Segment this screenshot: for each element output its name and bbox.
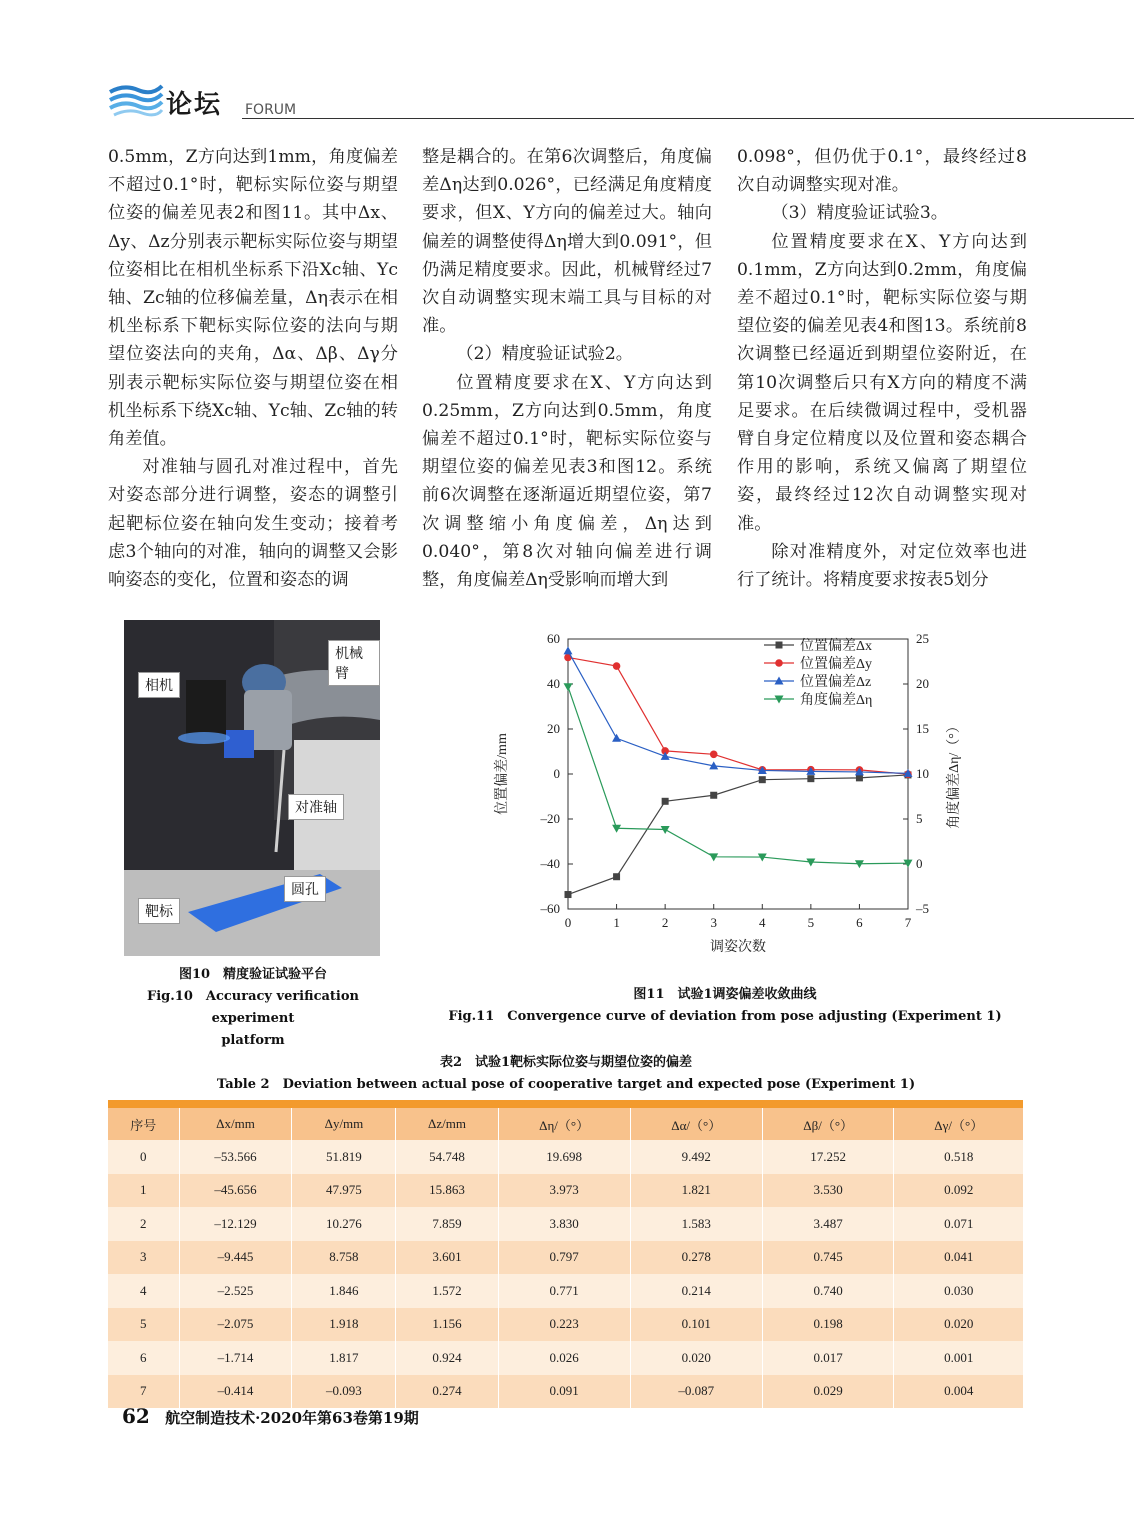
table-cell: 0.198 <box>762 1308 894 1342</box>
table-cell: 0.101 <box>630 1308 762 1342</box>
table-row <box>108 1308 1024 1342</box>
table-cell: 0.518 <box>894 1140 1024 1174</box>
table-cell: 51.819 <box>292 1140 396 1174</box>
table-cell: 0.740 <box>762 1274 894 1308</box>
table-cell: 1.918 <box>292 1308 396 1342</box>
figure-11-caption <box>440 984 1010 1028</box>
table-header-row <box>108 1108 1024 1140</box>
y-tick-label: 0 <box>553 766 560 781</box>
column-header: Δz/mm <box>396 1108 498 1140</box>
caption-en: Table 2 Deviation between actual pose of cooperative target and expected pose (Experiment 1) <box>216 1077 916 1092</box>
table-cell: 1.846 <box>292 1274 396 1308</box>
table-cell: 1.583 <box>630 1207 762 1241</box>
y2-tick-label: 10 <box>916 766 929 781</box>
caption-en: Fig.11 Convergence curve of deviation from pose adjusting (Experiment 1) <box>448 1009 1002 1024</box>
table-cell: 0.771 <box>498 1274 630 1308</box>
table-cell: 54.748 <box>396 1140 498 1174</box>
x-tick-label: 3 <box>710 915 717 930</box>
hole-label: 圆孔 <box>284 876 326 902</box>
table-cell: 1.817 <box>292 1341 396 1375</box>
arm-label: 机械臂 <box>328 640 380 686</box>
data-point <box>564 683 573 691</box>
figure-10-caption <box>108 964 398 1052</box>
data-point <box>710 792 717 799</box>
camera-label: 相机 <box>138 672 180 698</box>
deviation-table <box>108 1100 1024 1408</box>
table-row <box>108 1341 1024 1375</box>
caption-cn: 表2 试验1靶标实际位姿与期望位姿的偏差 <box>439 1055 693 1070</box>
table-cell: 47.975 <box>292 1174 396 1208</box>
table-2-caption <box>108 1052 1024 1096</box>
y2-axis-label: 角度偏差Δη/（°） <box>947 719 962 829</box>
column-header: Δη/（°） <box>498 1108 630 1140</box>
table-cell: 1.156 <box>396 1308 498 1342</box>
table-cell: 19.698 <box>498 1140 630 1174</box>
table-cell: 2 <box>108 1207 179 1241</box>
table-row <box>108 1174 1024 1208</box>
table-cell: –12.129 <box>179 1207 292 1241</box>
target-label: 靶标 <box>138 898 180 924</box>
caption-en-cont: platform <box>221 1033 285 1048</box>
column-header: Δα/（°） <box>630 1108 762 1140</box>
table-cell: 0.278 <box>630 1241 762 1275</box>
x-axis-label: 调姿次数 <box>710 940 766 955</box>
data-point <box>759 776 766 783</box>
table-cell: 3 <box>108 1241 179 1275</box>
text-column-3 <box>737 143 1027 594</box>
table-row <box>108 1241 1024 1275</box>
table-cell: –45.656 <box>179 1174 292 1208</box>
table-cell: 10.276 <box>292 1207 396 1241</box>
table-cell: –0.087 <box>630 1375 762 1409</box>
y-axis-label: 位置偏差/mm <box>495 733 510 815</box>
y-tick-label: 40 <box>547 676 560 691</box>
data-point <box>612 734 621 742</box>
data-point <box>613 873 620 880</box>
table-cell: 0.071 <box>894 1207 1024 1241</box>
table-cell: 1 <box>108 1174 179 1208</box>
table-cell: 3.601 <box>396 1241 498 1275</box>
table-cell: 0.020 <box>894 1308 1024 1342</box>
table-cell: –0.414 <box>179 1375 292 1409</box>
table-row <box>108 1375 1024 1409</box>
y-tick-label: –20 <box>540 811 560 826</box>
table-cell: 7.859 <box>396 1207 498 1241</box>
table-cell: 1.821 <box>630 1174 762 1208</box>
table-cell: 0.223 <box>498 1308 630 1342</box>
y2-tick-label: 25 <box>916 631 929 646</box>
experiment-platform-photo <box>124 620 380 956</box>
page-footer <box>122 1404 419 1428</box>
table-cell: 4 <box>108 1274 179 1308</box>
x-tick-label: 4 <box>759 915 766 930</box>
legend-label: 角度偏差Δη <box>800 693 873 708</box>
table-cell: –0.093 <box>292 1375 396 1409</box>
paragraph: 0.098°，但仍优于0.1°，最终经过8次自动调整实现对准。 <box>737 147 1027 196</box>
page-number: 62 <box>122 1404 150 1428</box>
table-row <box>108 1274 1024 1308</box>
table-cell: 0.745 <box>762 1241 894 1275</box>
axis-label: 对准轴 <box>288 794 344 820</box>
page-header <box>108 80 1134 126</box>
table-cell: 0.092 <box>894 1174 1024 1208</box>
column-header: Δβ/（°） <box>762 1108 894 1140</box>
table-cell: 0.004 <box>894 1375 1024 1409</box>
column-header: Δγ/（°） <box>894 1108 1024 1140</box>
data-point <box>661 752 670 760</box>
convergence-chart <box>486 625 986 965</box>
y2-tick-label: 5 <box>916 811 923 826</box>
table-cell: –9.445 <box>179 1241 292 1275</box>
table-cell: –2.525 <box>179 1274 292 1308</box>
journal-name: 航空制造技术·2020年第63卷第19期 <box>165 1409 419 1427</box>
table-cell: 0.029 <box>762 1375 894 1409</box>
legend-label: 位置偏差Δy <box>800 657 873 672</box>
data-point <box>807 775 814 782</box>
table-cell: –2.075 <box>179 1308 292 1342</box>
table-cell: 3.830 <box>498 1207 630 1241</box>
data-point <box>776 642 783 649</box>
caption-cn: 图10 精度验证试验平台 <box>178 967 328 982</box>
table-top-bar <box>108 1100 1024 1108</box>
caption-en: Fig.10 Accuracy verification experiment <box>147 989 359 1026</box>
table-cell: 15.863 <box>396 1174 498 1208</box>
y2-tick-label: 15 <box>916 721 929 736</box>
text-column-1 <box>108 143 398 594</box>
y-tick-label: 60 <box>547 631 560 646</box>
x-tick-label: 2 <box>661 915 669 930</box>
y-tick-label: 20 <box>547 721 560 736</box>
table-cell: 8.758 <box>292 1241 396 1275</box>
paragraph: 位置精度要求在X、Y方向达到0.25mm，Z方向达到0.5mm，角度偏差不超过0.1°时，靶标实际位姿与期望位姿的偏差见表3和图12。系统前6次调整在逐渐逼近期望位姿，第7次调整缩小角度偏差，Δη达到0.040°，第8次对轴向偏差进行调整，角度偏差Δη受影响而增大到 <box>422 372 712 591</box>
table-cell: 0 <box>108 1140 179 1174</box>
table-cell: 0.020 <box>630 1341 762 1375</box>
paragraph: （2）精度验证试验2。 <box>456 344 633 365</box>
table-cell: 0.041 <box>894 1241 1024 1275</box>
paragraph: 对准轴与圆孔对准过程中，首先对姿态部分进行调整，姿态的调整引起靶标位姿在轴向发生变动；接着考虑3个轴向的对准，轴向的调整又会影响姿态的变化，位置和姿态的调 <box>108 457 398 591</box>
data-point <box>613 662 621 670</box>
table-cell: 0.274 <box>396 1375 498 1409</box>
y2-tick-label: 0 <box>916 856 923 871</box>
legend-label: 位置偏差Δz <box>800 675 872 690</box>
table-cell: 5 <box>108 1308 179 1342</box>
table-row <box>108 1140 1024 1174</box>
y2-tick-label: –5 <box>916 901 929 916</box>
text-column-2 <box>422 143 712 594</box>
column-header: Δy/mm <box>292 1108 396 1140</box>
data-point <box>565 891 572 898</box>
caption-cn: 图11 试验1调姿偏差收敛曲线 <box>633 987 817 1002</box>
column-header: 序号 <box>108 1108 179 1140</box>
table-cell: 0.214 <box>630 1274 762 1308</box>
paragraph: 整是耦合的。在第6次调整后，角度偏差Δη达到0.026°，已经满足角度精度要求，但X、Y方向的偏差过大。轴向偏差的调整使得Δη增大到0.091°，但仍满足精度要求。因此，机械臂经过7次自动调整实现末端工具与目标的对准。 <box>422 147 712 337</box>
table-cell: 0.026 <box>498 1341 630 1375</box>
data-point <box>564 646 573 654</box>
data-point <box>775 659 783 667</box>
y-tick-label: –60 <box>540 901 560 916</box>
paragraph: 除对准精度外，对定位效率也进行了统计。将精度要求按表5划分 <box>737 541 1027 591</box>
table-cell: 3.973 <box>498 1174 630 1208</box>
x-tick-label: 1 <box>613 915 620 930</box>
table-cell: 0.797 <box>498 1241 630 1275</box>
header-rule <box>242 118 1134 119</box>
table-cell: 1.572 <box>396 1274 498 1308</box>
x-tick-label: 0 <box>564 915 572 930</box>
paragraph: （3）精度验证试验3。 <box>771 203 948 224</box>
x-tick-label: 5 <box>807 915 815 930</box>
table-cell: 0.001 <box>894 1341 1024 1375</box>
table-cell: –1.714 <box>179 1341 292 1375</box>
table-cell: –53.566 <box>179 1140 292 1174</box>
table-cell: 7 <box>108 1375 179 1409</box>
table-cell: 6 <box>108 1341 179 1375</box>
table-cell: 0.091 <box>498 1375 630 1409</box>
y-tick-label: –40 <box>540 856 560 871</box>
table-cell: 17.252 <box>762 1140 894 1174</box>
table-cell: 3.530 <box>762 1174 894 1208</box>
column-header: Δx/mm <box>179 1108 292 1140</box>
section-title: 论坛 <box>166 90 223 120</box>
table-cell: 9.492 <box>630 1140 762 1174</box>
table-cell: 0.030 <box>894 1274 1024 1308</box>
data-point <box>710 750 718 758</box>
legend-label: 位置偏差Δx <box>800 639 873 654</box>
x-tick-label: 7 <box>904 915 912 930</box>
table-cell: 3.487 <box>762 1207 894 1241</box>
table-row <box>108 1207 1024 1241</box>
table-cell: 0.017 <box>762 1341 894 1375</box>
x-tick-label: 6 <box>856 915 863 930</box>
y2-tick-label: 20 <box>916 676 929 691</box>
data-point <box>662 798 669 805</box>
table-cell: 0.924 <box>396 1341 498 1375</box>
paragraph: 位置精度要求在X、Y方向达到0.1mm，Z方向达到0.2mm，角度偏差不超过0.1°时，靶标实际位姿与期望位姿的偏差见表4和图13。系统前8次调整已经逼近到期望位姿附近，在第10次调整后只有X方向的精度不满足要求。在后续微调过程中，受机器臂自身定位精度以及位置和姿态耦合作用的影响，系统又偏离了期望位姿，最终经过12次自动调整实现对准。 <box>737 231 1027 534</box>
section-title-en: FORUM <box>245 102 297 118</box>
paragraph: 0.5mm，Z方向达到1mm，角度偏差不超过0.1°时，靶标实际位姿与期望位姿的偏差见表2和图11。其中Δx、Δy、Δz分别表示靶标实际位姿与期望位姿相比在相机坐标系下沿Xc轴、Yc轴、Zc轴的位移偏差量，Δη表示在相机坐标系下靶标实际位姿的法向与期望位姿法向的夹角，Δα、Δβ、Δγ分别表示靶标实际位姿与期望位姿在相机坐标系下绕Xc轴、Yc轴、Zc轴的转角差值。 <box>108 147 398 450</box>
waves-logo-icon <box>108 82 164 118</box>
